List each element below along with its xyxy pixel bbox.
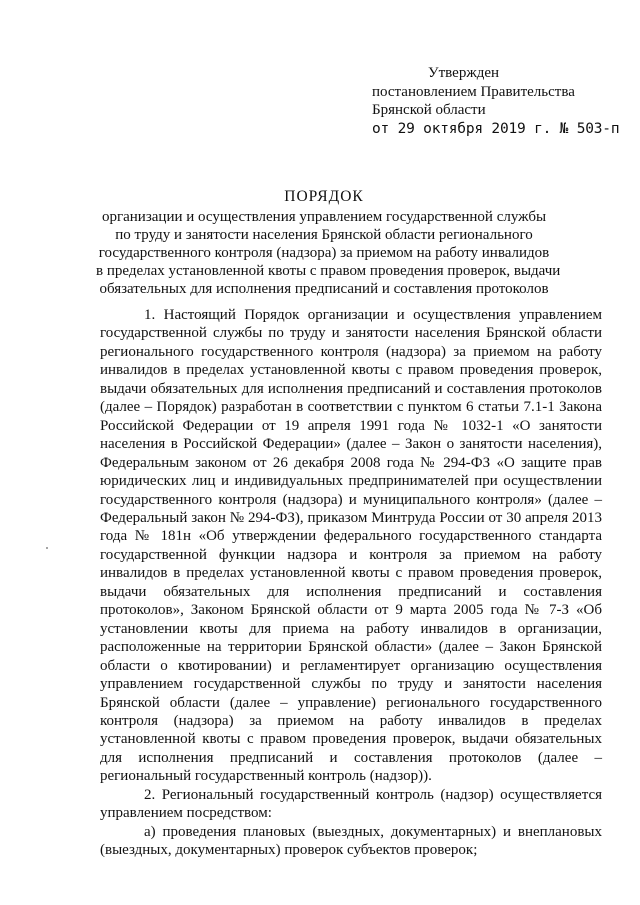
approval-line-resolution: постановлением Правительства (372, 83, 575, 100)
title-line: организации и осуществления управлением государственной службы (101, 209, 547, 225)
paragraph-2a: а) проведения плановых (выездных, документарных) и внеплановых (выездных, документарных) проверок субъектов проверок; (100, 823, 602, 859)
approval-stamp (372, 64, 619, 138)
approval-line-date-number: от 29 октября 2019 г. № 503-п (372, 120, 620, 137)
approval-line-approved: Утвержден (428, 65, 500, 81)
title-line: обязательных для исполнения предписаний и составления протоколов (99, 281, 549, 297)
document-body (100, 306, 602, 860)
paragraph-1: 1. Настоящий Порядок организации и осуществления управлением государственной службы по труду и занятости населения Брянской области регионального государственного контроля (надзора) за приемом на работу инвалидов в пределах установленной квоты с правом проведения проверок, выдачи обязательных для исполнения предписаний и составления протоколов (далее – Порядок) разработан в соответствии с пунктом 6 статьи 7.1-1 Закона Российской Федерации от 19 апреля 1991 года № 1032-1 «О занятости населения в Российской Федерации» (далее – Закон о занятости населения), Федеральным законом от 26 декабря 2008 года № 294-ФЗ «О защите прав юридических лиц и индивидуальных предпринимателей при осуществлении государственного контроля (надзора) и муниципального контроля» (далее – Федеральный закон № 294-ФЗ), приказом Минтруда России от 30 апреля 2013 года № 181н «Об утверждении федерального государственного стандарта государственной функции надзора и контроля за приемом на работу инвалидов в пределах установленной квоты с правом проведения проверок, выдачи обязательных для исполнения предписаний и составления протоколов», Законом Брянской области от 9 марта 2005 года № 7-З «Об установлении квоты для приема на работу инвалидов в организации, расположенные на территории Брянской области» (далее – Закон Брянской области о квотировании) и регламентирует организацию осуществления управлением государственной службы по труду и занятости населения Брянской области (далее – управление) регионального государственного контроля (надзора) за приемом на работу инвалидов в пределах установленной квоты с правом проведения проверок, выдачи обязательных для исполнения предписаний и составления протоколов (далее – региональный государственный контроль (надзор)). (100, 307, 602, 785)
title-heading: ПОРЯДОК (284, 188, 364, 205)
paragraph-2: 2. Региональный государственный контроль (надзор) осуществляется управлением посредством: (100, 786, 602, 822)
title-line: по труду и занятости населения Брянской области регионального (115, 227, 533, 243)
title-line: государственного контроля (надзора) за приемом на работу инвалидов (98, 245, 550, 261)
document-title (96, 188, 561, 298)
title-line: в пределах установленной квоты с правом проведения проверок, выдачи (96, 263, 561, 279)
scan-artifact (46, 547, 48, 549)
approval-line-region: Брянской области (372, 102, 486, 118)
